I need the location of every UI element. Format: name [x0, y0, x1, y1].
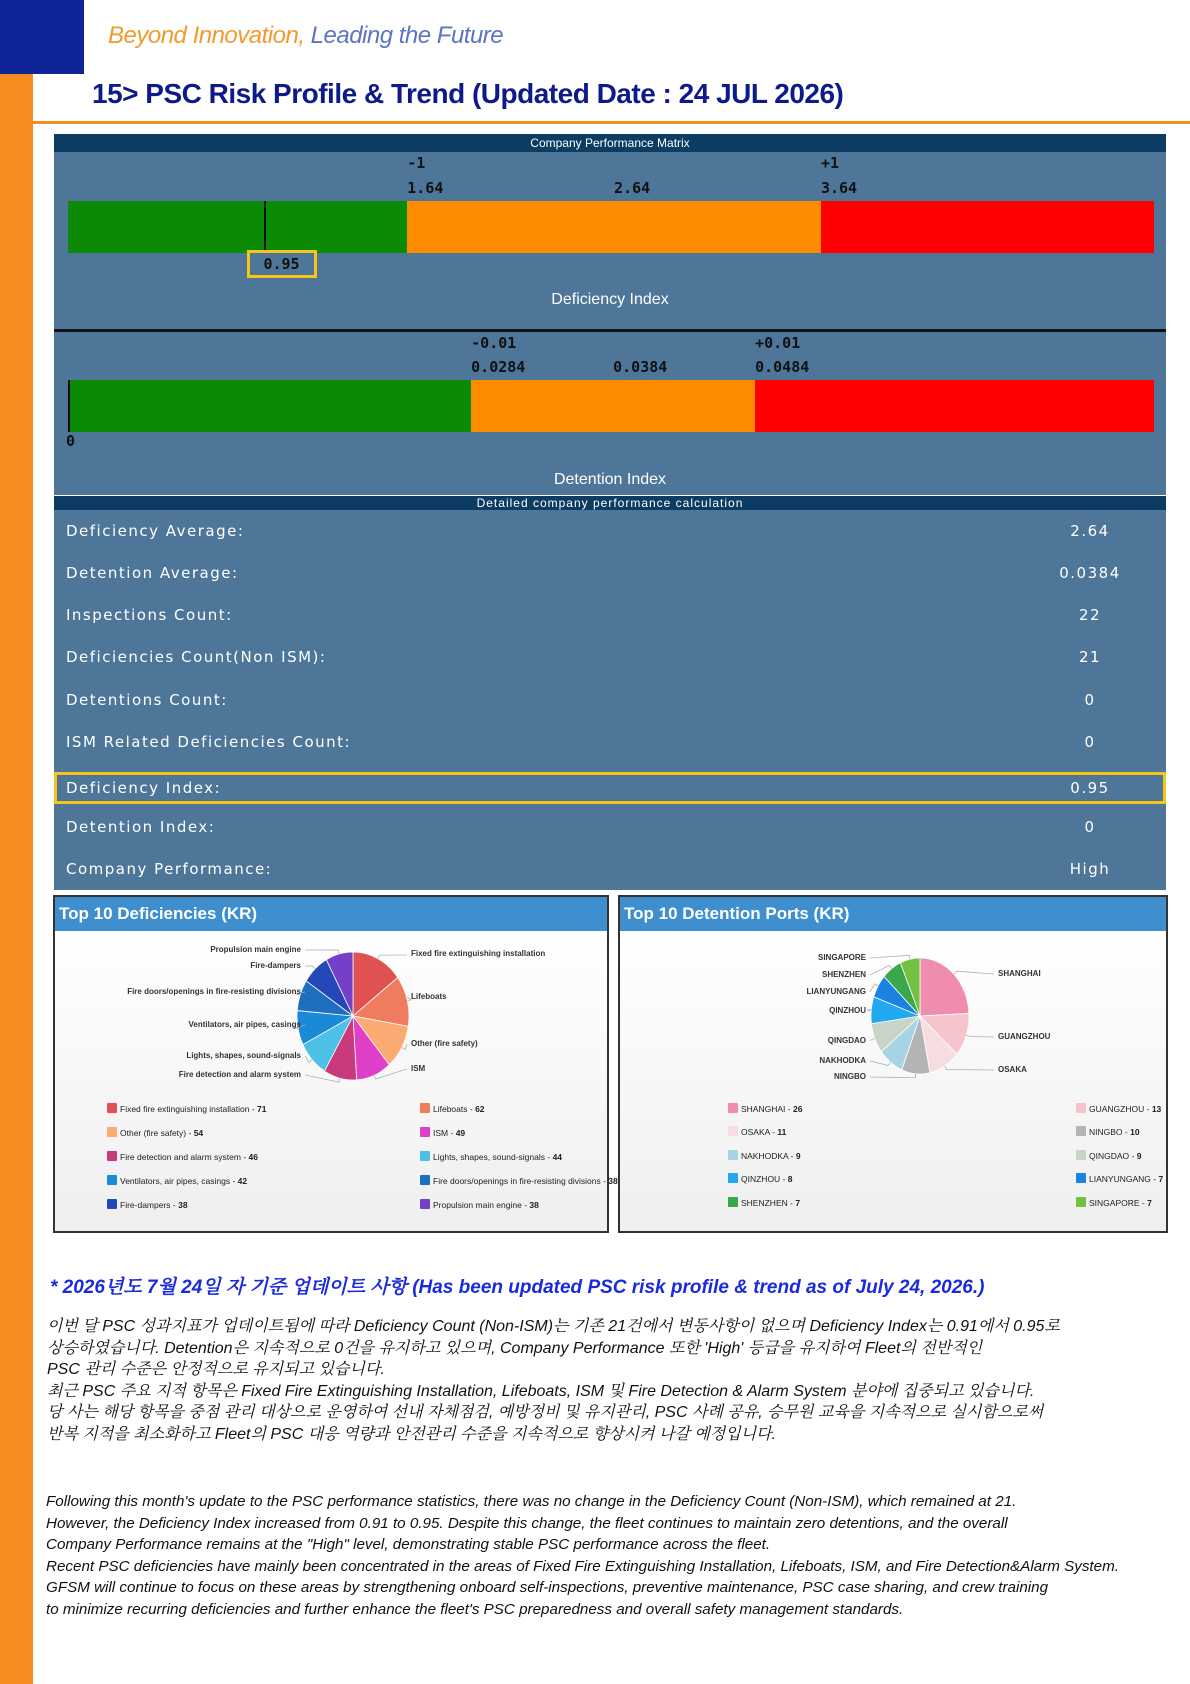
- deficiency-legend-item[interactable]: Other (fire safety) - 54: [107, 1127, 203, 1138]
- legend-label: NAKHODKA: [741, 1151, 789, 1161]
- calc-key: Inspections Count:: [66, 606, 233, 624]
- matrix-divider: [54, 329, 1166, 332]
- legend-label: SHANGHAI: [741, 1104, 786, 1114]
- pie-slice[interactable]: [920, 958, 969, 1016]
- english-line: Recent PSC deficiencies have mainly been concentrated in the areas of Fixed Fire Extinguishing Installation, Lifeboats, ISM, and Fire Detection&Alarm System.: [46, 1557, 1119, 1575]
- detention-orange-zone: [471, 380, 755, 432]
- legend-swatch: [420, 1103, 430, 1113]
- port-legend-item[interactable]: SHANGHAI - 26: [728, 1103, 802, 1114]
- calc-key: Detention Index:: [66, 818, 216, 836]
- legend-value: 49: [455, 1128, 466, 1138]
- port-slice-label: QINZHOU: [829, 1006, 866, 1015]
- legend-swatch: [420, 1151, 430, 1161]
- calc-row-ism-deficiencies: [54, 726, 1166, 758]
- legend-swatch: [107, 1103, 117, 1113]
- port-legend-item[interactable]: OSAKA - 11: [728, 1126, 786, 1137]
- performance-matrix: [54, 134, 1166, 495]
- legend-label: GUANGZHOU: [1089, 1104, 1145, 1114]
- deficiency-value-box: 0.95: [247, 250, 317, 278]
- legend-swatch: [107, 1151, 117, 1161]
- port-slice-label: SHANGHAI: [998, 969, 1041, 978]
- calc-value: 2.64: [1070, 522, 1110, 540]
- corner-brand-block: [0, 0, 84, 74]
- deficiency-slice-label: Lifeboats: [411, 992, 447, 1001]
- legend-value: 38: [529, 1200, 539, 1210]
- deficiency-slice-label: Lights, shapes, sound-signals: [186, 1051, 301, 1060]
- legend-value: 26: [792, 1104, 803, 1114]
- legend-value: 10: [1130, 1127, 1140, 1137]
- pie-leader-line: [966, 1035, 994, 1037]
- port-legend-item[interactable]: SHENZHEN - 7: [728, 1197, 800, 1208]
- port-slice-label: LIANYUNGANG: [806, 987, 866, 996]
- port-legend-item[interactable]: LIANYUNGANG - 7: [1076, 1173, 1163, 1184]
- calc-key: ISM Related Deficiencies Count:: [66, 733, 352, 751]
- legend-label: SHENZHEN: [741, 1198, 788, 1208]
- legend-label: LIANYUNGANG: [1089, 1174, 1151, 1184]
- port-slice-label: GUANGZHOU: [998, 1032, 1051, 1041]
- matrix-heading: Company Performance Matrix: [54, 134, 1166, 152]
- deficiency-plus-label: +1: [820, 154, 840, 172]
- deficiency-legend-item[interactable]: Lifeboats - 62: [420, 1103, 485, 1114]
- pie-leader-line: [870, 955, 910, 959]
- calc-key: Company Performance:: [66, 860, 273, 878]
- pie-leader-line: [954, 971, 994, 974]
- legend-swatch: [1076, 1173, 1086, 1183]
- korean-line: 당 사는 해당 항목을 중점 관리 대상으로 운영하여 선내 자체점검, 예방정비 및 유지관리, PSC 사례 공유, 승무원 교육을 지속적으로 실시함으로써: [47, 1404, 1044, 1421]
- calc-value: 0: [1084, 818, 1096, 836]
- calc-value: 21: [1078, 648, 1102, 666]
- left-accent-stripe: [0, 0, 33, 1684]
- detention-green-zone: [68, 380, 471, 432]
- calc-row-detention-index: [54, 811, 1166, 843]
- calc-key: Deficiency Index:: [66, 779, 222, 797]
- deficiency-slice-label: Propulsion main engine: [210, 945, 301, 954]
- legend-label: SINGAPORE: [1089, 1198, 1140, 1208]
- detention-value-label: 0: [66, 432, 76, 450]
- detention-index-bar: [68, 380, 1154, 432]
- korean-line: 이번 달 PSC 성과지표가 업데이트됨에 따라 Deficiency Count (Non-ISM)는 기존 21건에서 변동사항이 없으며 Deficiency Index는 0.91에서 0.95로: [47, 1318, 1060, 1335]
- slogan-part1: Beyond Innovation,: [108, 22, 305, 49]
- legend-swatch: [728, 1173, 738, 1183]
- legend-value: 9: [1136, 1151, 1142, 1161]
- detention-low-threshold: 0.0284: [471, 358, 526, 376]
- deficiency-legend-item[interactable]: Fire doors/openings in fire-resisting divisions - 38: [420, 1175, 618, 1186]
- legend-label: Lights, shapes, sound-signals: [433, 1152, 545, 1162]
- port-slice-label: NAKHODKA: [819, 1056, 866, 1065]
- legend-value: 42: [237, 1176, 248, 1186]
- legend-swatch: [1076, 1150, 1086, 1160]
- legend-value: 38: [608, 1176, 618, 1186]
- legend-label: OSAKA: [741, 1127, 770, 1137]
- pie-leader-line: [378, 955, 407, 959]
- port-slice-label: SINGAPORE: [817, 953, 866, 962]
- deficiency-legend-item[interactable]: ISM - 49: [420, 1127, 465, 1138]
- legend-swatch: [1076, 1126, 1086, 1136]
- deficiency-green-zone: [68, 201, 407, 253]
- deficiency-slice-label: Fire detection and alarm system: [178, 1070, 301, 1079]
- legend-value: 7: [795, 1198, 801, 1208]
- calc-key: Detention Average:: [66, 564, 239, 582]
- deficiency-high-threshold: 3.64: [820, 179, 858, 197]
- legend-swatch: [728, 1103, 738, 1113]
- detention-high-threshold: 0.0484: [755, 358, 810, 376]
- english-line: GFSM will continue to focus on these areas by strengthening onboard self-inspections, preventive maintenance, PSC case sharing, and crew training: [46, 1579, 1049, 1596]
- legend-value: 38: [178, 1200, 188, 1210]
- deficiencies-panel-title: Top 10 Deficiencies (KR): [55, 897, 607, 931]
- calc-value: 0: [1084, 691, 1096, 709]
- pie-leader-line: [305, 966, 315, 969]
- legend-label: QINZHOU: [741, 1174, 781, 1184]
- detention-value-marker: [68, 380, 70, 432]
- detention-plus-label: +0.01: [755, 334, 801, 352]
- calc-row-company-performance: [54, 853, 1166, 885]
- deficiency-slice-label: Fire doors/openings in fire-resisting divisions: [127, 987, 301, 996]
- deficiencies-panel-body: [55, 931, 618, 1231]
- detention-ports-panel: [618, 895, 1168, 1233]
- detention-red-zone: [755, 380, 1154, 432]
- deficiency-value-marker: [264, 201, 266, 253]
- update-note-title: * 2026년도 7월 24일 자 기준 업데이트 사항 (Has been updated PSC risk profile & trend as of July 24, 2026.): [50, 1277, 985, 1298]
- legend-label: ISM: [433, 1128, 449, 1138]
- pie-leader-line: [867, 1010, 871, 1011]
- english-summary: [46, 1491, 1186, 1620]
- deficiency-average: 2.64: [614, 179, 651, 197]
- legend-swatch: [107, 1175, 117, 1185]
- pie-leader-line: [870, 1074, 916, 1078]
- calc-row-deficiencies-count: [54, 641, 1166, 673]
- legend-swatch: [728, 1150, 738, 1160]
- deficiency-legend-item[interactable]: Fixed fire extinguishing installation - 71: [107, 1103, 267, 1114]
- legend-label: Lifeboats: [433, 1104, 468, 1114]
- calc-row-detentions-count: [54, 684, 1166, 716]
- page-title: 15> PSC Risk Profile & Trend (Updated Date : 24 JUL 2026): [92, 78, 844, 109]
- deficiency-legend-item[interactable]: Ventilators, air pipes, casings - 42: [107, 1175, 247, 1186]
- legend-swatch: [1076, 1103, 1086, 1113]
- pie-leader-line: [945, 1066, 994, 1070]
- legend-label: Fixed fire extinguishing installation: [120, 1104, 250, 1114]
- port-legend-item[interactable]: GUANGZHOU - 13: [1076, 1103, 1161, 1114]
- legend-swatch: [420, 1127, 430, 1137]
- deficiency-legend-item[interactable]: Propulsion main engine - 38: [420, 1199, 539, 1210]
- legend-swatch: [107, 1127, 117, 1137]
- calc-value: 0.95: [1070, 779, 1110, 797]
- port-legend-item[interactable]: QINGDAO - 9: [1076, 1150, 1141, 1161]
- legend-swatch: [728, 1197, 738, 1207]
- port-slice-label: SHENZHEN: [821, 970, 866, 979]
- port-legend-item[interactable]: NAKHODKA - 9: [728, 1150, 801, 1161]
- deficiency-minus-label: -1: [407, 154, 426, 172]
- calc-row-detention-average: [54, 557, 1166, 589]
- detention-minus-label: -0.01: [471, 334, 517, 352]
- legend-value: 62: [475, 1104, 485, 1114]
- korean-line: 반복 지적을 최소화하고 Fleet의 PSC 대응 역량과 안전관리 수준을 지속적으로 향상시켜 나갈 예정입니다.: [47, 1425, 777, 1443]
- deficiency-legend-item[interactable]: Lights, shapes, sound-signals - 44: [420, 1151, 562, 1162]
- deficiency-red-zone: [821, 201, 1154, 253]
- english-line: to minimize recurring deficiencies and further enhance the fleet's PSC preparedness and overall safety management standards.: [46, 1600, 904, 1618]
- english-line: However, the Deficiency Index increased from 0.91 to 0.95. Despite this change, the fleet continues to maintain zero detentions, and the overall: [46, 1514, 1008, 1532]
- slogan: [108, 22, 503, 50]
- legend-label: Ventilators, air pipes, casings: [120, 1176, 231, 1186]
- detention-average: 0.0384: [613, 358, 668, 376]
- calc-row-deficiency-index: [54, 772, 1166, 804]
- calc-key: Deficiencies Count(Non ISM):: [66, 648, 327, 666]
- pie-leader-line: [305, 950, 339, 954]
- legend-label: QINGDAO: [1089, 1151, 1130, 1161]
- detention-ports-pie-chart: [620, 931, 1166, 1231]
- slogan-part2: Leading the Future: [304, 22, 504, 49]
- port-slice-label: OSAKA: [998, 1065, 1027, 1074]
- legend-swatch: [420, 1175, 430, 1185]
- calc-key: Detentions Count:: [66, 691, 228, 709]
- deficiency-low-threshold: 1.64: [407, 179, 444, 197]
- calc-row-inspections-count: [54, 599, 1166, 631]
- deficiency-orange-zone: [407, 201, 821, 253]
- legend-value: 8: [787, 1174, 793, 1184]
- legend-label: Propulsion main engine: [433, 1200, 522, 1210]
- deficiency-legend-item[interactable]: Fire-dampers - 38: [107, 1199, 188, 1210]
- deficiencies-panel: [53, 895, 618, 1233]
- port-legend-item[interactable]: QINZHOU - 8: [728, 1173, 793, 1184]
- deficiency-legend-item[interactable]: Fire detection and alarm system - 46: [107, 1151, 258, 1162]
- legend-swatch: [420, 1199, 430, 1209]
- port-legend-item[interactable]: NINGBO - 10: [1076, 1126, 1140, 1137]
- deficiency-slice-label: Other (fire safety): [411, 1039, 478, 1048]
- legend-label: NINGBO: [1089, 1127, 1123, 1137]
- korean-line: 최근 PSC 주요 지적 항목은 Fixed Fire Extinguishing Installation, Lifeboats, ISM 및 Fire Detection & Alarm System 분야에 집중되고 있습니다.: [47, 1382, 1035, 1400]
- calc-value: 0.0384: [1059, 564, 1121, 582]
- legend-swatch: [728, 1126, 738, 1136]
- pie-leader-line: [870, 1038, 875, 1041]
- calculation-table: [54, 496, 1166, 890]
- calc-value: 0: [1084, 733, 1096, 751]
- title-rule: [33, 121, 1190, 124]
- detention-ports-panel-body: [620, 931, 1166, 1231]
- english-line: Following this month's update to the PSC performance statistics, there was no change in the Deficiency Count (Non-ISM), which remained at 21.: [46, 1493, 1017, 1510]
- legend-value: 44: [552, 1152, 563, 1162]
- korean-summary: [47, 1316, 1177, 1445]
- legend-value: 7: [1158, 1174, 1164, 1184]
- port-slice-label: QINGDAO: [827, 1036, 866, 1045]
- calc-value: High: [1069, 860, 1111, 878]
- legend-value: 54: [193, 1128, 204, 1138]
- legend-label: Other (fire safety): [120, 1128, 187, 1138]
- calculation-heading: Detailed company performance calculation: [54, 496, 1166, 510]
- deficiency-slice-label: Fire-dampers: [250, 961, 301, 970]
- pie-leader-line: [870, 1061, 891, 1066]
- legend-swatch: [1076, 1197, 1086, 1207]
- legend-swatch: [107, 1199, 117, 1209]
- calc-key: Deficiency Average:: [66, 522, 245, 540]
- calc-value: 22: [1078, 606, 1102, 624]
- deficiency-slice-label: Ventilators, air pipes, casings: [188, 1020, 301, 1029]
- korean-line: 상승하였습니다. Detention은 지속적으로 0건을 유지하고 있으며, Company Performance 또한 'High' 등급을 유지하여 Fleet의 전반적인: [47, 1339, 983, 1357]
- legend-value: 13: [1151, 1104, 1162, 1114]
- legend-value: 9: [795, 1151, 801, 1161]
- deficiency-index-label: Deficiency Index: [551, 291, 669, 308]
- detention-ports-panel-title: Top 10 Detention Ports (KR): [620, 897, 1166, 931]
- legend-label: Fire doors/openings in fire-resisting divisions: [433, 1176, 601, 1186]
- legend-value: 7: [1147, 1198, 1152, 1208]
- legend-value: 46: [248, 1152, 258, 1162]
- legend-value: 11: [777, 1127, 787, 1137]
- deficiency-index-bar: [68, 201, 1154, 253]
- deficiency-slice-label: ISM: [411, 1064, 426, 1073]
- calc-row-deficiency-average: [54, 515, 1166, 547]
- detention-index-label: Detention Index: [553, 471, 667, 488]
- legend-label: Fire-dampers: [120, 1200, 171, 1210]
- port-slice-label: NINGBO: [834, 1072, 866, 1081]
- deficiency-slice-label: Fixed fire extinguishing installation: [411, 949, 546, 958]
- legend-value: 71: [257, 1104, 267, 1114]
- legend-label: Fire detection and alarm system: [120, 1152, 241, 1162]
- korean-line: PSC 관리 수준은 안정적으로 유지되고 있습니다.: [47, 1361, 385, 1378]
- port-legend-item[interactable]: SINGAPORE - 7: [1076, 1197, 1152, 1208]
- english-line: Company Performance remains at the "High" level, demonstrating stable PSC performance across the fleet.: [46, 1536, 771, 1553]
- deficiencies-pie-chart: [55, 931, 607, 1231]
